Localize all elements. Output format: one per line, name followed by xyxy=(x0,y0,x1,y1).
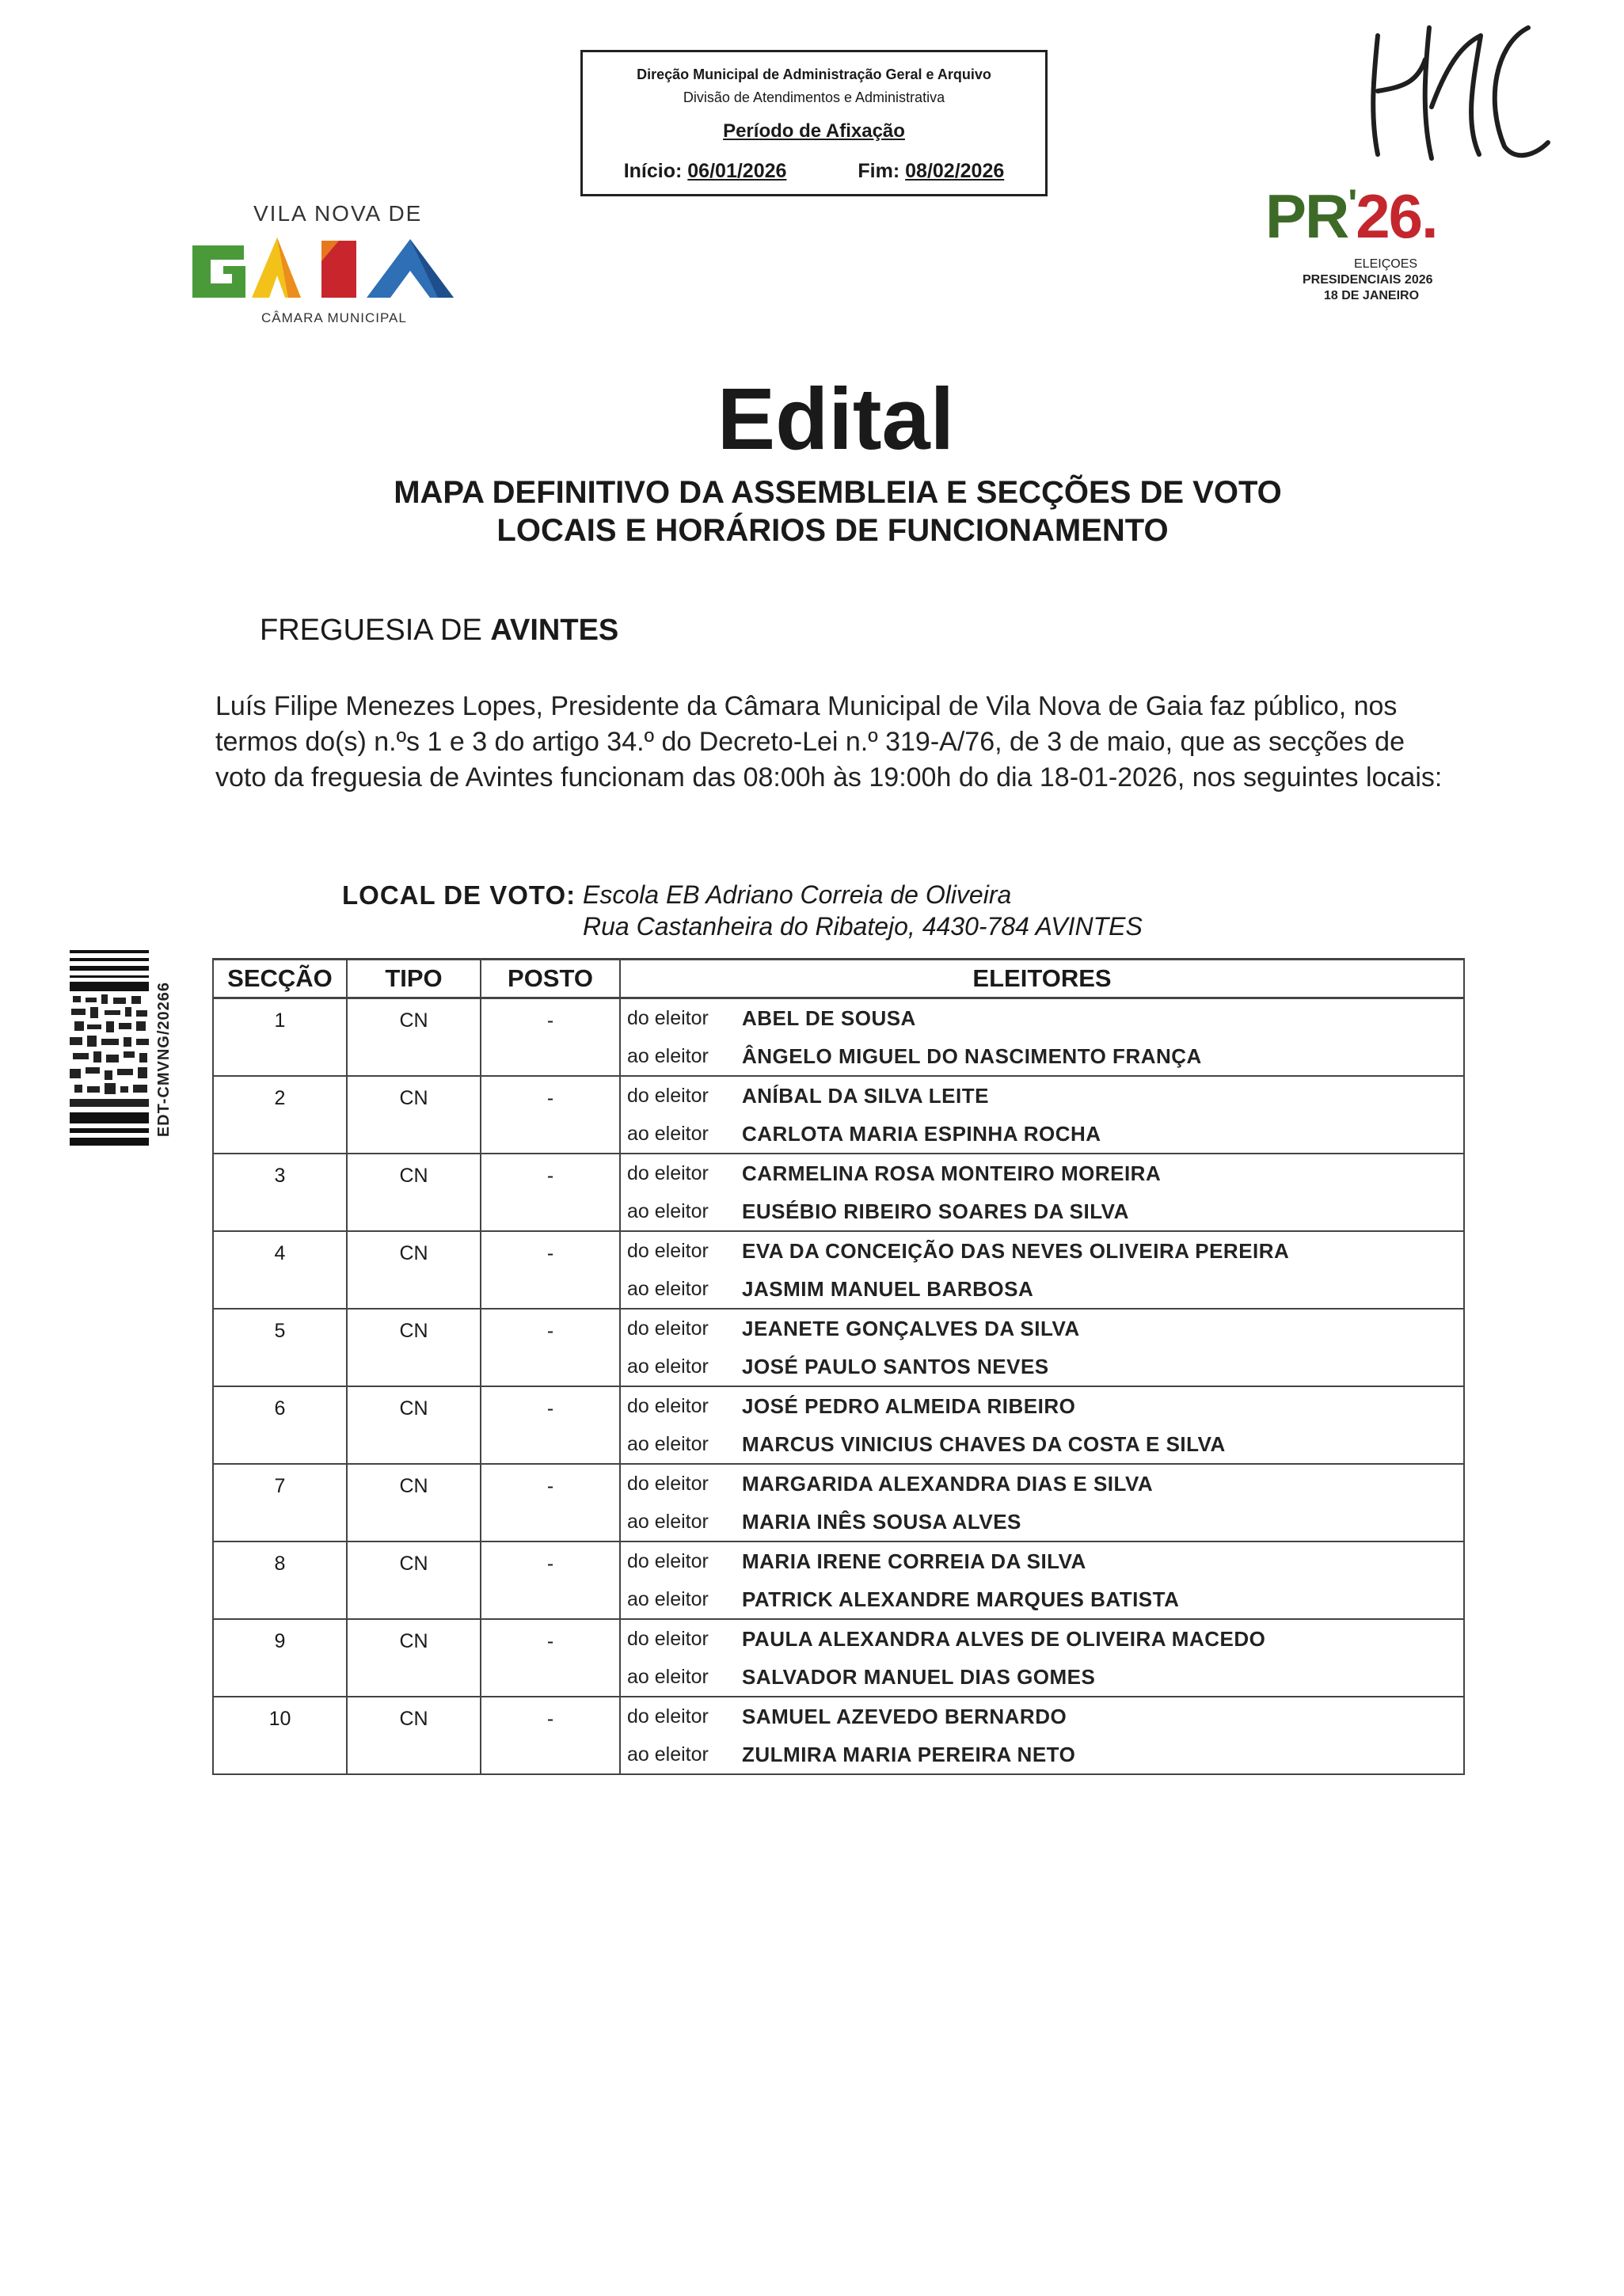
voter-to-name: EUSÉBIO RIBEIRO SOARES DA SILVA xyxy=(742,1199,1129,1223)
voter-to-name: MARIA INÊS SOUSA ALVES xyxy=(742,1509,1021,1534)
post-cell: - xyxy=(481,1309,620,1386)
voters-range-cell xyxy=(620,1541,1464,1619)
voter-from-row: do eleitor PAULA ALEXANDRA ALVES DE OLIVEIRA MACEDO xyxy=(627,1626,1266,1651)
voter-from-name: JEANETE GONÇALVES DA SILVA xyxy=(742,1316,1080,1340)
table-row xyxy=(213,1464,1464,1541)
type-cell: CN xyxy=(347,1697,481,1774)
voter-to-name: ZULMIRA MARIA PEREIRA NETO xyxy=(742,1742,1076,1766)
voter-to-name: JASMIM MANUEL BARBOSA xyxy=(742,1276,1034,1301)
voter-to-name: JOSÉ PAULO SANTOS NEVES xyxy=(742,1354,1049,1378)
voters-range-cell xyxy=(620,1464,1464,1541)
section-number-cell: 4 xyxy=(213,1231,347,1309)
voters-range-cell xyxy=(620,1697,1464,1774)
end-date: Fim: 08/02/2026 xyxy=(858,160,1005,182)
voter-to-row: ao eleitor CARLOTA MARIA ESPINHA ROCHA xyxy=(627,1121,1101,1146)
voter-from-row: do eleitor MARGARIDA ALEXANDRA DIAS E SILVA xyxy=(627,1471,1154,1496)
table-row xyxy=(213,998,1464,1077)
announcement-paragraph: Luís Filipe Menezes Lopes, Presidente da Câmara Municipal de Vila Nova de Gaia faz público, nos termos do(s) n.ºs 1 e 3 do artigo 34.º do Decreto-Lei n.º 319-A/76, de 3 de maio, que as secções de voto da freguesia de Avintes funcionam das 08:00h às 19:00h do dia 18-01-2026, nos seguintes locais: xyxy=(215,691,1443,793)
voter-from-row: do eleitor SAMUEL AZEVEDO BERNARDO xyxy=(627,1704,1067,1728)
post-cell: - xyxy=(481,1154,620,1231)
subtitle-line2: LOCAIS E HORÁRIOS DE FUNCIONAMENTO xyxy=(496,513,1169,548)
voters-range-cell xyxy=(620,1309,1464,1386)
division-name: Divisão de Atendimentos e Administrativa xyxy=(683,89,945,105)
voter-to-name: PATRICK ALEXANDRE MARQUES BATISTA xyxy=(742,1587,1180,1611)
header-posto: POSTO xyxy=(481,960,620,998)
header-seccao: SECÇÃO xyxy=(213,960,347,998)
table-row xyxy=(213,1541,1464,1619)
type-cell: CN xyxy=(347,1541,481,1619)
voter-from-name: CARMELINA ROSA MONTEIRO MOREIRA xyxy=(742,1161,1162,1185)
post-cell: - xyxy=(481,1464,620,1541)
voter-from-name: PAULA ALEXANDRA ALVES DE OLIVEIRA MACEDO xyxy=(742,1626,1266,1651)
gaia-logo xyxy=(188,230,493,309)
voter-to-name: CARLOTA MARIA ESPINHA ROCHA xyxy=(742,1121,1101,1146)
table-row xyxy=(213,1231,1464,1309)
voters-range-cell xyxy=(620,1386,1464,1464)
type-cell: CN xyxy=(347,1464,481,1541)
gaia-logo-bottom-text: CÂMARA MUNICIPAL xyxy=(261,310,407,325)
voters-range-cell xyxy=(620,1619,1464,1697)
section-number-cell: 5 xyxy=(213,1309,347,1386)
document-title: Edital xyxy=(717,371,955,468)
voter-to-name: SALVADOR MANUEL DIAS GOMES xyxy=(742,1664,1096,1689)
datamatrix-barcode xyxy=(70,942,169,1219)
voter-from-name: SAMUEL AZEVEDO BERNARDO xyxy=(742,1704,1067,1728)
voting-location-address: Rua Castanheira do Ribatejo, 4430-784 AVINTES xyxy=(583,912,1143,941)
voter-to-name: MARCUS VINICIUS CHAVES DA COSTA E SILVA xyxy=(742,1431,1226,1456)
voter-from-name: JOSÉ PEDRO ALMEIDA RIBEIRO xyxy=(742,1393,1076,1418)
voter-from-row: do eleitor EVA DA CONCEIÇÃO DAS NEVES OLIVEIRA PEREIRA xyxy=(627,1238,1290,1263)
voter-from-row: do eleitor CARMELINA ROSA MONTEIRO MOREIRA xyxy=(627,1161,1162,1185)
directorate-name: Direção Municipal de Administração Geral e Arquivo xyxy=(637,67,991,82)
pr26-line2: PRESIDENCIAIS 2026 xyxy=(1303,273,1433,287)
voter-to-row: ao eleitor MARIA INÊS SOUSA ALVES xyxy=(627,1509,1021,1534)
post-cell: - xyxy=(481,1541,620,1619)
parish-heading: FREGUESIA DE AVINTES xyxy=(260,614,619,647)
section-number-cell: 7 xyxy=(213,1464,347,1541)
type-cell: CN xyxy=(347,998,481,1077)
subtitle-line1: MAPA DEFINITIVO DA ASSEMBLEIA E SECÇÕES DE VOTO xyxy=(394,475,1282,510)
type-cell: CN xyxy=(347,1309,481,1386)
type-cell: CN xyxy=(347,1231,481,1309)
post-cell: - xyxy=(481,1619,620,1697)
voter-to-row: ao eleitor JASMIM MANUEL BARBOSA xyxy=(627,1276,1034,1301)
section-number-cell: 6 xyxy=(213,1386,347,1464)
table-row xyxy=(213,1309,1464,1386)
post-cell: - xyxy=(481,1697,620,1774)
affixation-period-label: Período de Afixação xyxy=(723,120,905,142)
post-cell: - xyxy=(481,1386,620,1464)
affixation-period-box xyxy=(580,50,1048,196)
voter-to-row: ao eleitor MARCUS VINICIUS CHAVES DA COSTA E SILVA xyxy=(627,1431,1226,1456)
section-number-cell: 9 xyxy=(213,1619,347,1697)
voter-from-name: EVA DA CONCEIÇÃO DAS NEVES OLIVEIRA PEREIRA xyxy=(742,1238,1290,1263)
section-number-cell: 2 xyxy=(213,1076,347,1154)
section-number-cell: 3 xyxy=(213,1154,347,1231)
header-tipo: TIPO xyxy=(347,960,481,998)
voter-to-row: ao eleitor SALVADOR MANUEL DIAS GOMES xyxy=(627,1664,1096,1689)
voter-to-row: ao eleitor JOSÉ PAULO SANTOS NEVES xyxy=(627,1354,1049,1378)
table-row xyxy=(213,1076,1464,1154)
affixation-dates xyxy=(583,160,1045,183)
voter-to-row: ao eleitor EUSÉBIO RIBEIRO SOARES DA SILVA xyxy=(627,1199,1129,1223)
table-row xyxy=(213,1386,1464,1464)
type-cell: CN xyxy=(347,1076,481,1154)
voters-range-cell xyxy=(620,1231,1464,1309)
post-cell: - xyxy=(481,1231,620,1309)
voter-from-row: do eleitor ANÍBAL DA SILVA LEITE xyxy=(627,1083,989,1108)
start-date: Início: 06/01/2026 xyxy=(623,160,787,182)
voter-from-row: do eleitor MARIA IRENE CORREIA DA SILVA xyxy=(627,1549,1086,1573)
voter-to-row: ao eleitor ÂNGELO MIGUEL DO NASCIMENTO FRANÇA xyxy=(627,1043,1202,1068)
header-eleitores: ELEITORES xyxy=(620,960,1464,998)
voting-location-label: LOCAL DE VOTO: xyxy=(342,880,576,910)
table-row xyxy=(213,1697,1464,1774)
type-cell: CN xyxy=(347,1386,481,1464)
pr26-line1: ELEIÇOES xyxy=(1354,257,1418,271)
pr26-line3: 18 DE JANEIRO xyxy=(1324,289,1420,302)
voter-from-row: do eleitor ABEL DE SOUSA xyxy=(627,1005,916,1030)
section-number-cell: 10 xyxy=(213,1697,347,1774)
voter-to-row: ao eleitor PATRICK ALEXANDRE MARQUES BATISTA xyxy=(627,1587,1180,1611)
table-header-row xyxy=(213,960,1464,998)
voter-from-row: do eleitor JOSÉ PEDRO ALMEIDA RIBEIRO xyxy=(627,1393,1076,1418)
table-row xyxy=(213,1619,1464,1697)
voters-range-cell xyxy=(620,1076,1464,1154)
post-cell: - xyxy=(481,998,620,1077)
post-cell: - xyxy=(481,1076,620,1154)
section-number-cell: 8 xyxy=(213,1541,347,1619)
voter-from-name: MARGARIDA ALEXANDRA DIAS E SILVA xyxy=(742,1471,1154,1496)
gaia-logo-top-text: VILA NOVA DE xyxy=(253,201,423,226)
voters-range-cell xyxy=(620,1154,1464,1231)
document-code: EDT-CMVNG/20266 xyxy=(155,982,173,1138)
voter-to-name: ÂNGELO MIGUEL DO NASCIMENTO FRANÇA xyxy=(742,1043,1202,1068)
voting-location-name: Escola EB Adriano Correia de Oliveira xyxy=(583,880,1012,909)
table-row xyxy=(213,1154,1464,1231)
signature xyxy=(1346,12,1552,170)
voter-from-name: ANÍBAL DA SILVA LEITE xyxy=(742,1083,989,1108)
type-cell: CN xyxy=(347,1619,481,1697)
voter-to-row: ao eleitor ZULMIRA MARIA PEREIRA NETO xyxy=(627,1742,1076,1766)
pr26-logo: PR'26. xyxy=(1265,181,1437,251)
voters-range-cell xyxy=(620,998,1464,1077)
polling-sections-table xyxy=(212,958,1465,1775)
section-number-cell: 1 xyxy=(213,998,347,1077)
voter-from-name: ABEL DE SOUSA xyxy=(742,1005,916,1030)
voter-from-row: do eleitor JEANETE GONÇALVES DA SILVA xyxy=(627,1316,1080,1340)
type-cell: CN xyxy=(347,1154,481,1231)
voter-from-name: MARIA IRENE CORREIA DA SILVA xyxy=(742,1549,1086,1573)
